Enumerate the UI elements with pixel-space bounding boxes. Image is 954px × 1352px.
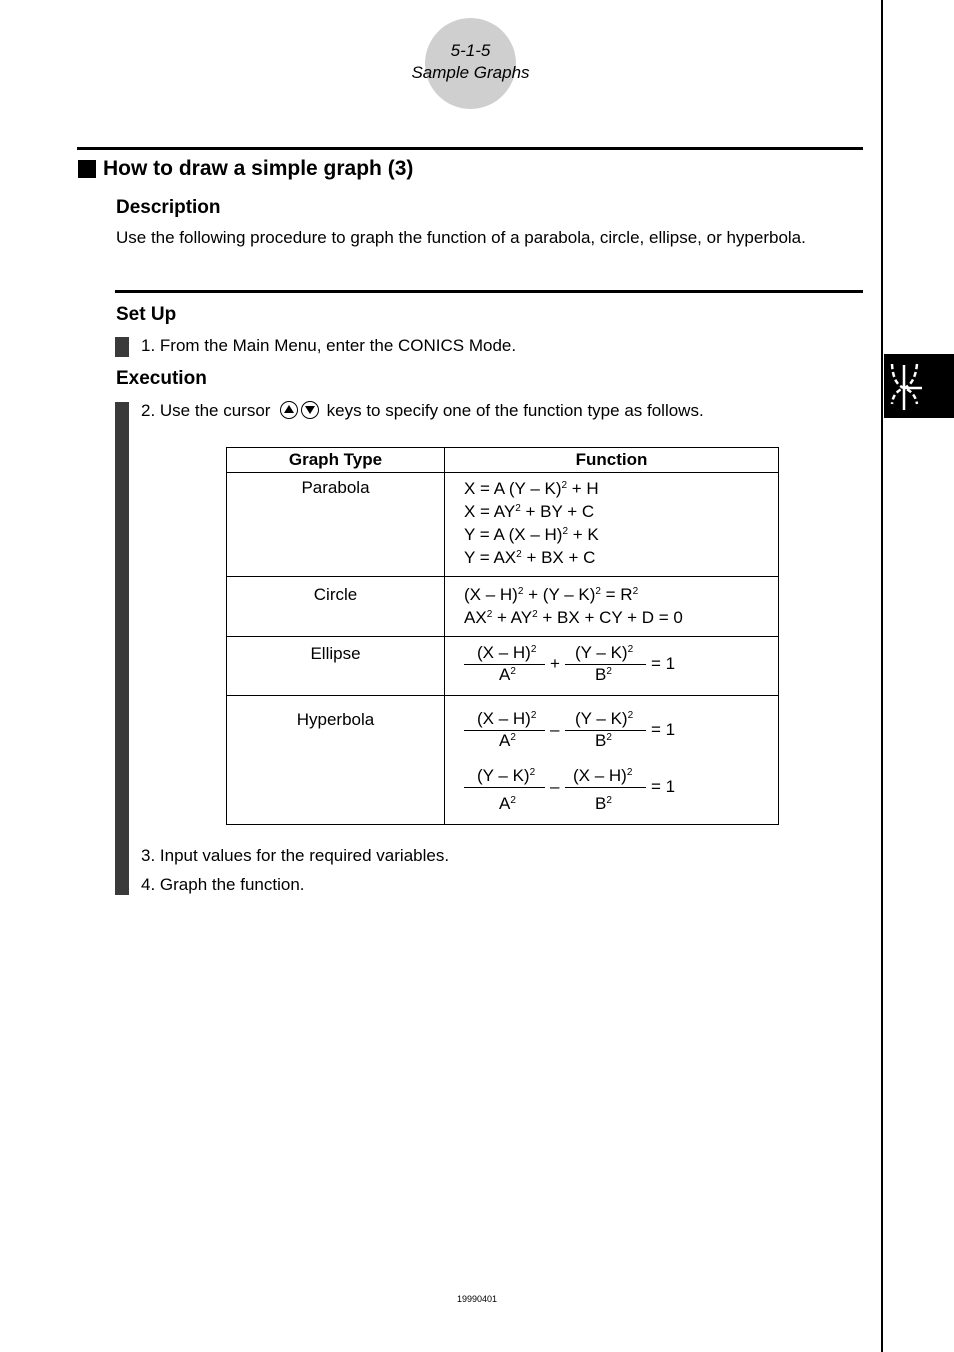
graph-type-circle: Circle: [227, 577, 445, 637]
function-table: [226, 447, 779, 825]
setup-heading: Set Up: [116, 304, 177, 325]
parabola-eq-4: $Y = AX^2$ + BX + C: [464, 548, 596, 567]
cursor-down-key-icon: [301, 401, 319, 419]
header-graph-type: Graph Type: [227, 448, 445, 473]
conics-mode-icon: [884, 354, 954, 418]
page-footer-code: 19990401: [456, 1294, 498, 1304]
setup-step-bar: [115, 337, 129, 357]
hyperbola-eq-1: (X – H)$^2$ $A^2$ – (Y – K)$^2$ $B^2$ = 1: [464, 709, 778, 755]
function-hyperbola: [445, 696, 779, 825]
execution-step-4: 4. Graph the function.: [141, 875, 305, 894]
graph-type-parabola: Parabola: [227, 473, 445, 577]
function-ellipse: (X – H)$^2$ $A^2$ + (Y – K)$^2$ $B^2$ = 1: [445, 637, 779, 696]
divider: [115, 290, 863, 293]
table-row-hyperbola: [227, 696, 779, 825]
circle-eq-2: $AX^2 + AY^2$ + BX + CY + D = 0: [464, 608, 683, 627]
step2-suffix: keys to specify one of the function type as follows.: [326, 401, 704, 420]
header-function: Function: [445, 448, 779, 473]
chapter-tab: [884, 354, 954, 418]
graph-type-hyperbola: Hyperbola: [227, 696, 445, 825]
circle-eq-1: $(X - H)^2 + (Y - K)^2 = R^2$: [464, 585, 639, 604]
parabola-eq-1: X = A (Y – K)$^2$ + H: [464, 479, 599, 498]
table-header-row: [227, 448, 779, 473]
section-number: 5-1-5: [450, 41, 491, 60]
table-row-parabola: [227, 473, 779, 577]
table-row-circle: [227, 577, 779, 637]
graph-type-ellipse: Ellipse: [227, 637, 445, 696]
section-bullet: [78, 160, 96, 178]
setup-step-1: 1. From the Main Menu, enter the CONICS Mode.: [141, 336, 517, 355]
execution-step-3: 3. Input values for the required variables.: [141, 846, 450, 865]
parabola-eq-2: $X = AY^2$ + BY + C: [464, 502, 595, 521]
description-heading: Description: [116, 197, 221, 218]
hyperbola-eq-2: (Y – K)$^2$ $A^2$ – (X – H)$^2$ $B^2$ = 1: [464, 766, 778, 812]
page-edge-rule: [881, 0, 883, 1352]
cursor-up-key-icon: [280, 401, 298, 419]
step2-prefix: 2. Use the cursor: [141, 401, 271, 420]
section-title: Sample Graphs: [411, 63, 530, 82]
execution-step-bar: [115, 402, 129, 895]
title-rule: [77, 147, 863, 150]
execution-heading: Execution: [116, 368, 207, 389]
description-text: Use the following procedure to graph the function of a parabola, circle, ellipse, or hyperbola.: [116, 228, 806, 247]
page-title: How to draw a simple graph (3): [103, 157, 414, 180]
execution-step-2: [141, 401, 704, 421]
table-row-ellipse: [227, 637, 779, 696]
function-parabola: [445, 473, 779, 577]
parabola-eq-3: Y = A (X – H)$^2$ + K: [464, 525, 599, 544]
function-circle: [445, 577, 779, 637]
